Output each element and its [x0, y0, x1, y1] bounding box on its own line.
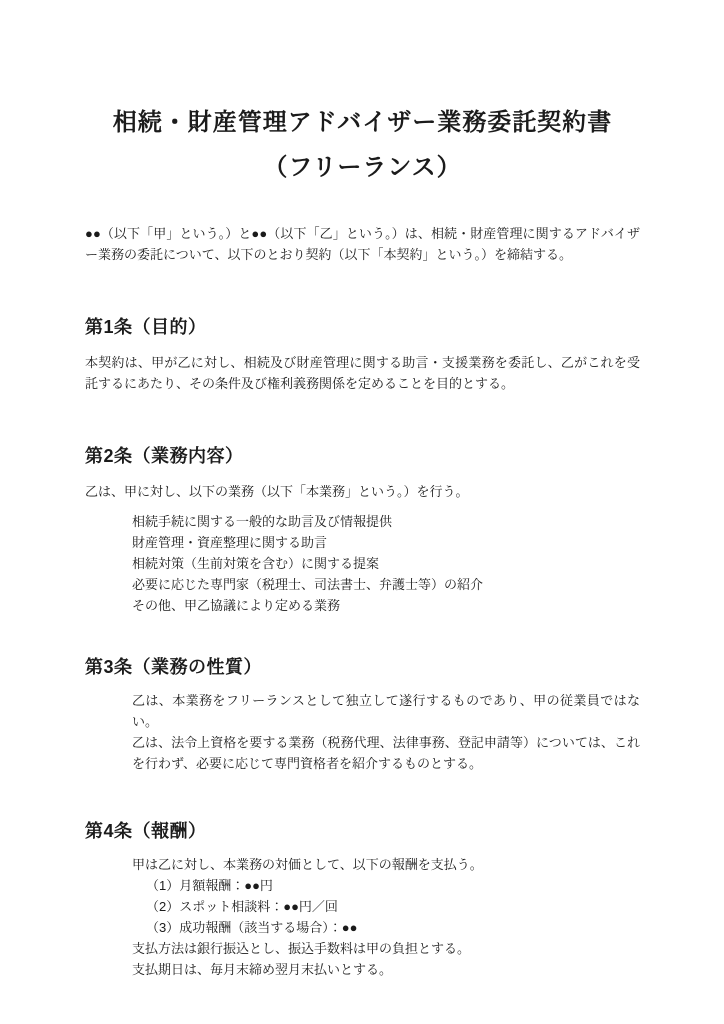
- article-1-heading: 第1条（目的）: [85, 317, 207, 337]
- document-title-line2: （フリーランス）: [263, 154, 462, 181]
- fee-list-item: （3）成功報酬（該当する場合）：●●: [146, 920, 358, 935]
- document-title-line1: 相続・財産管理アドバイザー業務委託契約書: [112, 109, 613, 136]
- service-list-item: 相続対策（生前対策を含む）に関する提案: [132, 556, 380, 571]
- article-3-nature-of-services: [85, 654, 640, 774]
- article-2-scope-of-services: [85, 443, 640, 616]
- article-2-heading: 第2条（業務内容）: [85, 446, 244, 466]
- document-title: [85, 0, 640, 190]
- article-1-body: 本契約は、甲が乙に対し、相続及び財産管理に関する助言・支援業務を委託し、乙がこれを受託するにあたり、その条件及び権利義務関係を定めることを目的とする。: [85, 355, 640, 391]
- article-2-service-list: [85, 511, 640, 616]
- article-4-remuneration: [85, 818, 640, 980]
- article-3-heading: 第3条（業務の性質）: [85, 657, 263, 677]
- service-list-item: 財産管理・資産整理に関する助言: [132, 535, 328, 550]
- article-3-clause: 乙は、本業務をフリーランスとして独立して遂行するものであり、甲の従業員ではない。: [132, 693, 640, 729]
- article-4-body: [85, 854, 640, 980]
- service-list-item: 相続手続に関する一般的な助言及び情報提供: [132, 514, 393, 529]
- article-4-lead: 甲は乙に対し、本業務の対価として、以下の報酬を支払う。: [132, 857, 483, 872]
- fee-list-item: （2）スポット相談料：●●円／回: [146, 899, 338, 914]
- article-3-clause: 乙は、法令上資格を要する業務（税務代理、法律事務、登記申請等）については、これを行わず、必要に応じて専門資格者を紹介するものとする。: [132, 735, 640, 771]
- service-list-item: その他、甲乙協議により定める業務: [132, 598, 341, 613]
- article-4-payment-due-date: 支払期日は、毎月末締め翌月末払いとする。: [132, 962, 393, 977]
- article-2-body: 乙は、甲に対し、以下の業務（以下「本業務」という。）を行う。: [85, 484, 469, 499]
- fee-list-item: （1）月額報酬：●●円: [146, 878, 273, 893]
- service-list-item: 必要に応じた専門家（税理士、司法書士、弁護士等）の紹介: [132, 577, 484, 592]
- article-1-purpose: [85, 314, 640, 394]
- article-4-heading: 第4条（報酬）: [85, 821, 207, 841]
- article-4-payment-method: 支払方法は銀行振込とし、振込手数料は甲の負担とする。: [132, 941, 471, 956]
- article-3-body: [85, 690, 640, 774]
- preamble-paragraph: ●●（以下「甲」という。）と●●（以下「乙」という。）は、相続・財産管理に関するアドバイザー業務の委託について、以下のとおり契約（以下「本契約」という。）を締結する。: [85, 226, 640, 262]
- article-4-fee-list: [132, 875, 640, 938]
